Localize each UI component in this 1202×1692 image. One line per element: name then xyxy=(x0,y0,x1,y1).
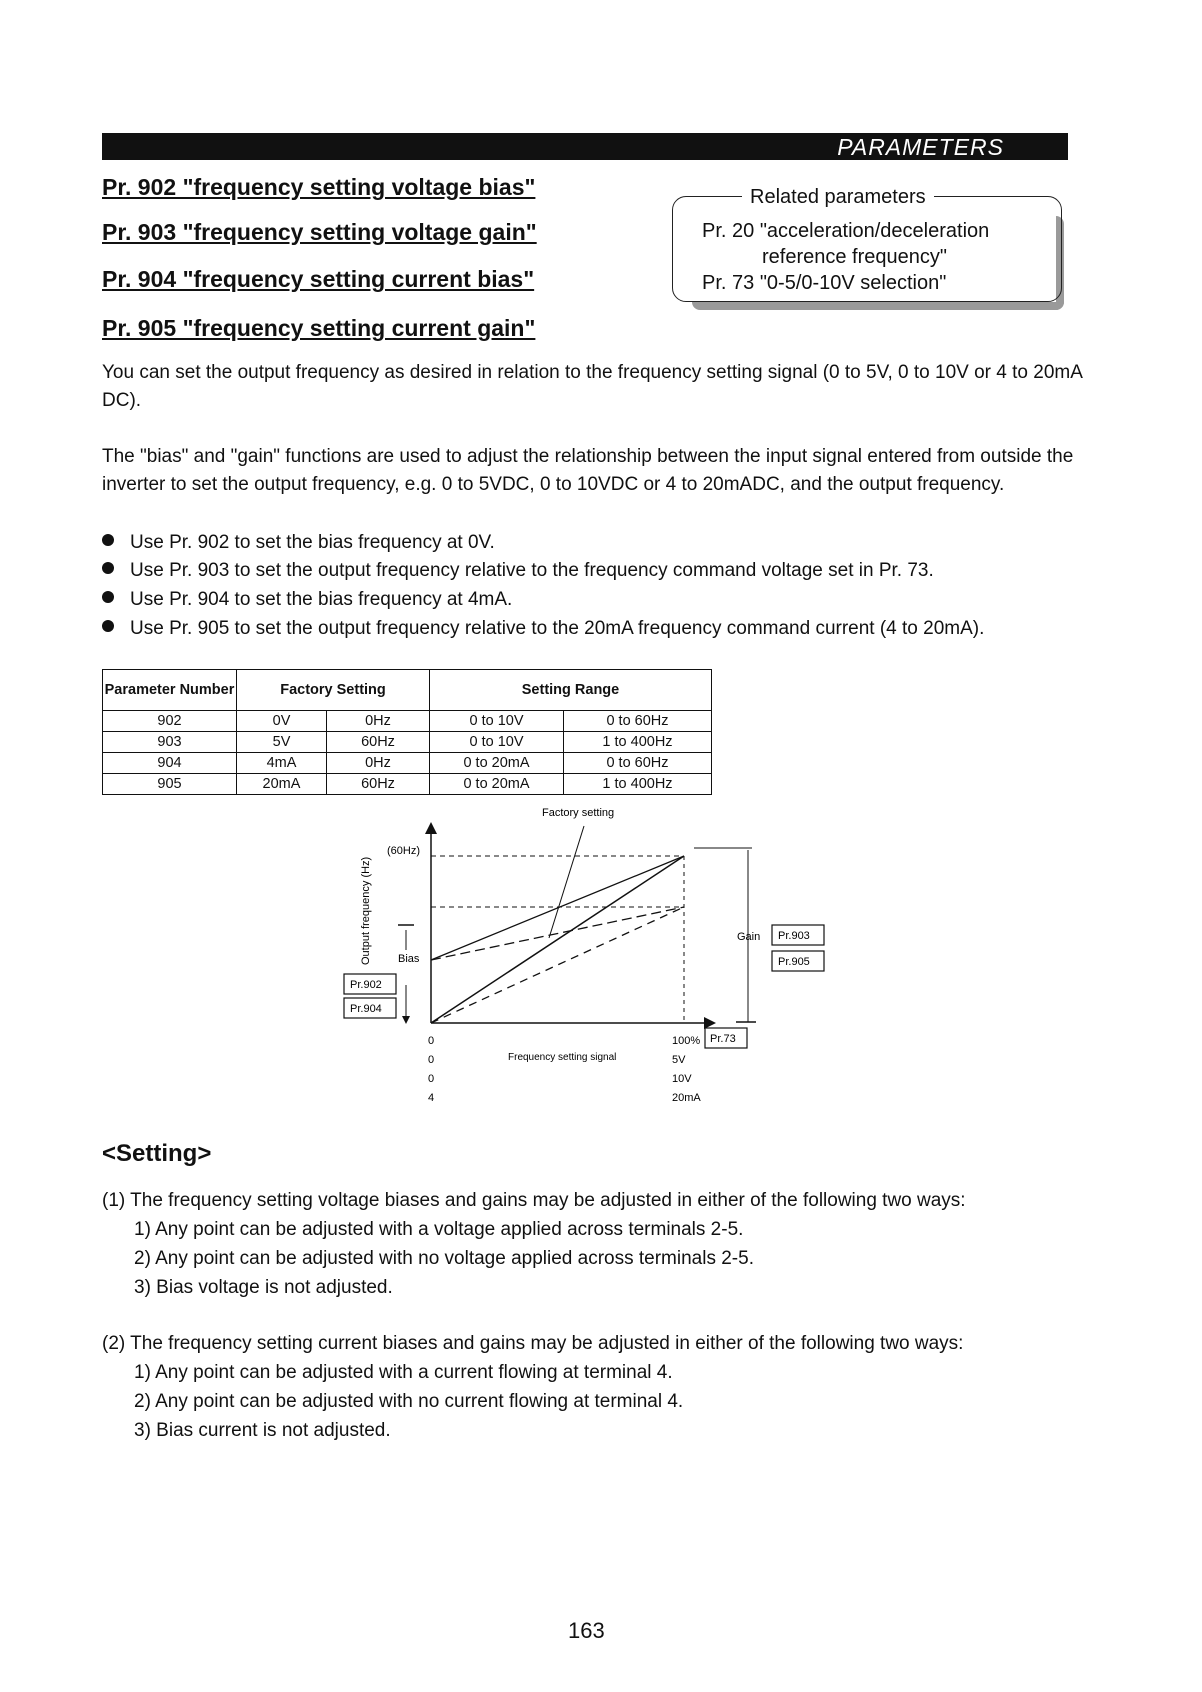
x-right-label: 100% xyxy=(672,1035,701,1047)
header-factory-setting: Factory Setting xyxy=(237,670,430,711)
header-param-number: Parameter Number xyxy=(103,670,237,711)
factory-setting-pointer xyxy=(549,826,584,938)
table-cell: 903 xyxy=(103,732,237,753)
bullet-text: Use Pr. 905 to set the output frequency relative to the 20mA frequency command current (4 to 20mA). xyxy=(130,618,985,639)
pr905-label: Pr.905 xyxy=(778,956,810,968)
table-cell: 0 to 60Hz xyxy=(564,753,712,774)
setting-group2-item: 1) Any point can be adjusted with a current flowing at terminal 4. xyxy=(134,1362,673,1383)
pr73-label: Pr.73 xyxy=(710,1033,736,1045)
param-title-904: Pr. 904 "frequency setting current bias" xyxy=(102,266,535,292)
table-cell: 60Hz xyxy=(327,774,430,795)
related-line-1: Pr. 20 "acceleration/deceleration xyxy=(702,220,990,242)
table-cell: 60Hz xyxy=(327,732,430,753)
x-left-label: 0 xyxy=(428,1035,435,1047)
bullet-text: Use Pr. 903 to set the output frequency relative to the frequency command voltage set in Pr. 73. xyxy=(130,560,934,581)
table-cell: 0V xyxy=(237,711,327,732)
x-axis-label: Frequency setting signal xyxy=(508,1052,617,1063)
bias-gain-curve xyxy=(431,907,684,960)
factory-setting-label: Factory setting xyxy=(542,807,615,819)
table-cell: 904 xyxy=(103,753,237,774)
param-title-903: Pr. 903 "frequency setting voltage gain" xyxy=(102,219,537,245)
factory-setting-curve xyxy=(431,856,684,1023)
bias-curve-solid xyxy=(431,856,684,960)
table-cell: 902 xyxy=(103,711,237,732)
bias-label: Bias xyxy=(398,953,420,965)
table-cell: 1 to 400Hz xyxy=(564,732,712,753)
table-cell: 0 to 10V xyxy=(430,711,564,732)
setting-group2-item: 3) Bias current is not adjusted. xyxy=(134,1420,391,1441)
table-cell: 0Hz xyxy=(327,753,430,774)
x-left-label: 0 xyxy=(428,1054,435,1066)
setting-group2-intro: (2) The frequency setting current biases and gains may be adjusted in either of the following two ways: xyxy=(102,1333,964,1354)
related-label: Related parameters xyxy=(742,186,934,209)
table-cell: 0 to 60Hz xyxy=(564,711,712,732)
table-cell: 905 xyxy=(103,774,237,795)
bullet-text: Use Pr. 904 to set the bias frequency at 4mA. xyxy=(130,589,513,610)
pr902-label: Pr.902 xyxy=(350,979,382,991)
gain-label: Gain xyxy=(737,931,761,943)
setting-group1-item: 3) Bias voltage is not adjusted. xyxy=(134,1277,393,1298)
setting-group1-item: 1) Any point can be adjusted with a voltage applied across terminals 2-5. xyxy=(134,1219,744,1240)
table-cell: 1 to 400Hz xyxy=(564,774,712,795)
pr903-label: Pr.903 xyxy=(778,930,810,942)
intro-paragraph-2: The "bias" and "gain" functions are used to adjust the relationship between the input signal entered from outside the inverter to set the output frequency, e.g. 0 to 5VDC, 0 to 10VDC or 4 to 20mADC, and the output frequency. xyxy=(102,446,1074,495)
gain-curve-dashed xyxy=(431,907,684,1023)
x-right-label: 5V xyxy=(672,1054,686,1066)
60hz-label: (60Hz) xyxy=(387,845,421,857)
setting-group1-item: 2) Any point can be adjusted with no voltage applied across terminals 2-5. xyxy=(134,1248,754,1269)
related-line-2: reference frequency" xyxy=(762,246,947,268)
table-cell: 5V xyxy=(237,732,327,753)
page-number: 163 xyxy=(568,1618,605,1643)
setting-group2-item: 2) Any point can be adjusted with no current flowing at terminal 4. xyxy=(134,1391,684,1412)
table-cell: 0 to 20mA xyxy=(430,774,564,795)
x-right-label: 20mA xyxy=(672,1092,701,1104)
table-cell: 0 to 10V xyxy=(430,732,564,753)
pr904-label: Pr.904 xyxy=(350,1003,382,1015)
table-cell: 0Hz xyxy=(327,711,430,732)
table-cell: 0 to 20mA xyxy=(430,753,564,774)
table-cell: 4mA xyxy=(237,753,327,774)
y-axis-label: Output frequency (Hz) xyxy=(360,856,372,965)
x-right-label: 10V xyxy=(672,1073,692,1085)
header-setting-range: Setting Range xyxy=(430,670,712,711)
x-left-label: 0 xyxy=(428,1073,435,1085)
x-left-label: 4 xyxy=(428,1092,435,1104)
bullet-text: Use Pr. 902 to set the bias frequency at 0V. xyxy=(130,532,495,553)
param-title-902: Pr. 902 "frequency setting voltage bias" xyxy=(102,174,536,200)
setting-group1-intro: (1) The frequency setting voltage biases and gains may be adjusted in either of the following two ways: xyxy=(102,1190,966,1211)
related-line-3: Pr. 73 "0-5/0-10V selection" xyxy=(702,272,947,294)
section-title: PARAMETERS xyxy=(837,134,1004,160)
intro-paragraph-1: You can set the output frequency as desired in relation to the frequency setting signal (0 to 5V, 0 to 10V or 4 to 20mA DC). xyxy=(102,362,1082,411)
table-cell: 20mA xyxy=(237,774,327,795)
setting-heading: <Setting> xyxy=(102,1140,212,1167)
param-title-905: Pr. 905 "frequency setting current gain" xyxy=(102,315,536,341)
